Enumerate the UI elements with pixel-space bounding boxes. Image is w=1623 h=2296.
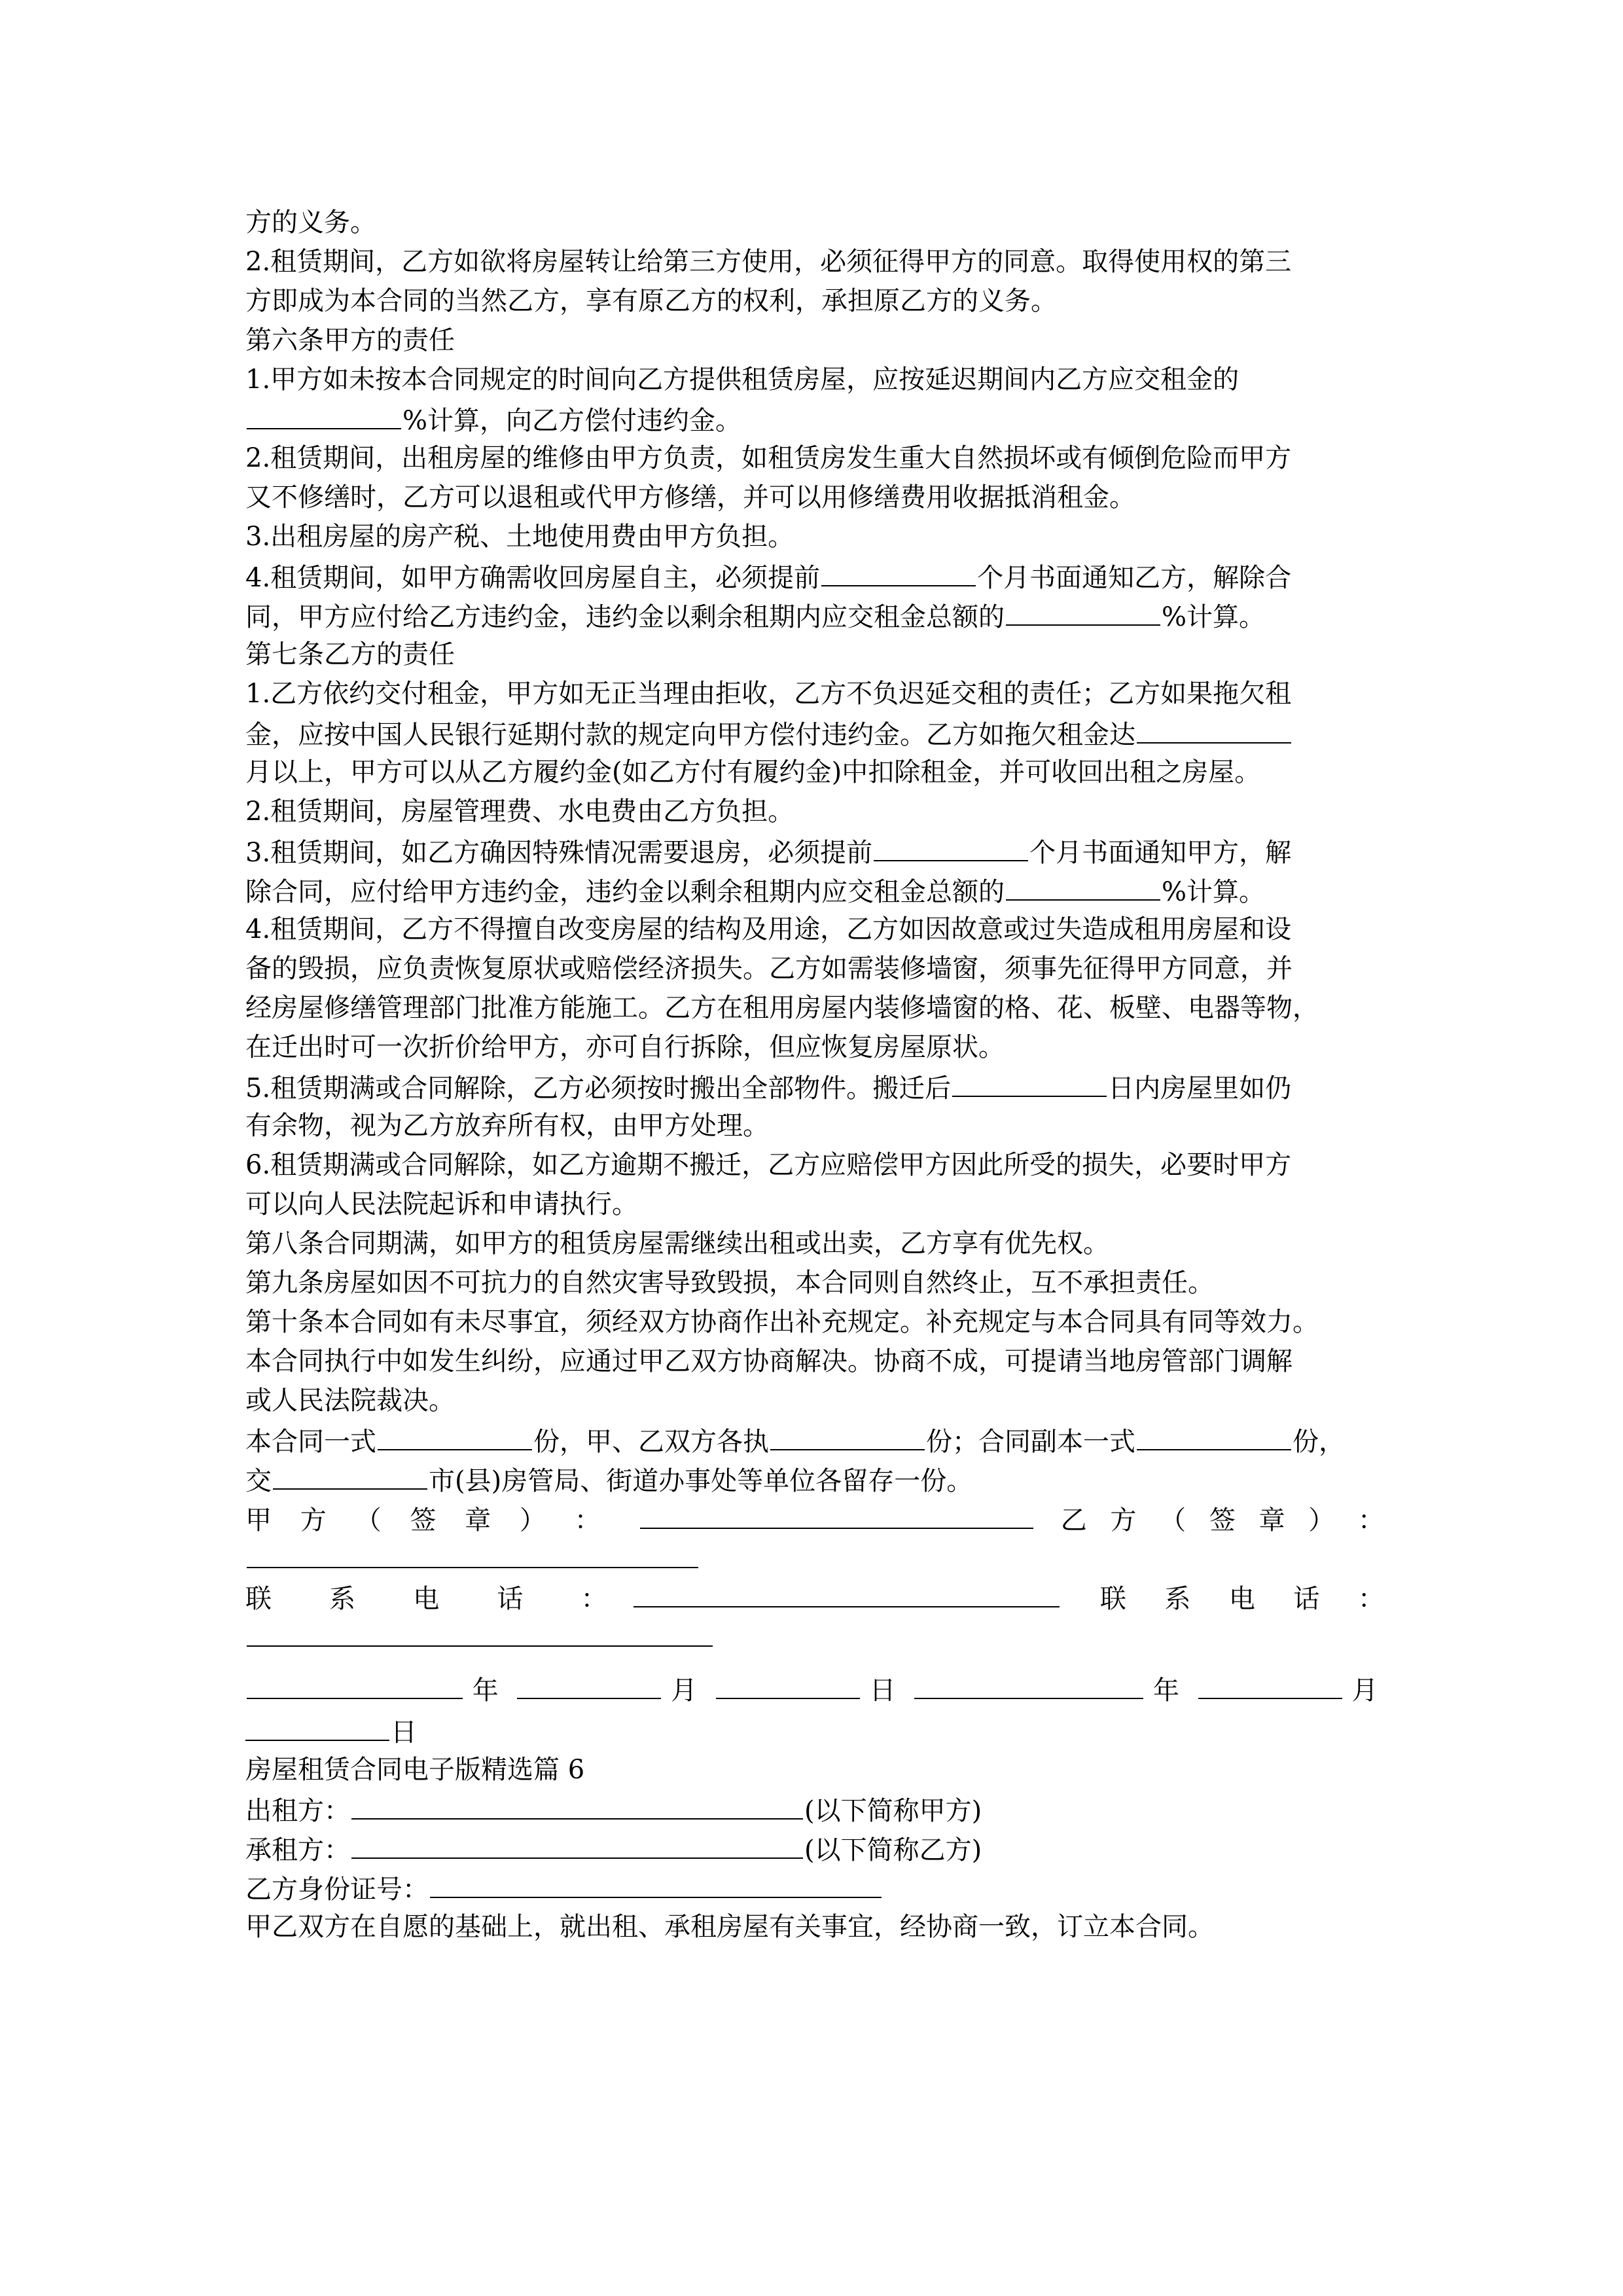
text-line: 第十条本合同如有未尽事宜，须经双方协商作出补充规定。补充规定与本合同具有同等效力。 (245, 1307, 1319, 1337)
text-fragment: 日内房屋里如仍 (1108, 1073, 1292, 1103)
text-line: 方的义务。 (245, 207, 376, 238)
label-char: 话 (1293, 1584, 1320, 1614)
text-fragment: %计算，向乙方偿付违约金。 (402, 406, 742, 436)
text-line (245, 1067, 1384, 1106)
label-char: 章 (1258, 1505, 1285, 1535)
label-char: 联 (245, 1584, 272, 1614)
party-b-day-field[interactable] (245, 1711, 389, 1741)
text-line: 本合同执行中如发生纠纷，应通过甲乙双方协商解决。协商不成，可提请当地房管部门调解 (245, 1346, 1293, 1376)
year-label: 年 (472, 1676, 499, 1706)
label-char: ） (1308, 1505, 1335, 1535)
party-b-signature-field[interactable] (247, 1538, 698, 1568)
fill-blank-arrears-months[interactable] (1137, 713, 1291, 744)
text-fragment: 4.租赁期间，如甲方确需收回房屋自主，必须提前 (245, 563, 821, 593)
party-b-year-field[interactable] (914, 1669, 1143, 1699)
text-line: 2.租赁期间，房屋管理费、水电费由乙方负担。 (245, 797, 794, 827)
text-line: 经房屋修缮管理部门批准方能施工。乙方在租用房屋内装修墙窗的格、花、板壁、电器等物， (245, 993, 1319, 1023)
label-char: 方 (1110, 1505, 1137, 1535)
text-fragment: 除合同，应付给甲方违约金，违约金以剩余租期内应交租金总额的 (245, 877, 1005, 907)
party-a-phone-field[interactable] (633, 1577, 1060, 1607)
fill-blank-penalty-percent[interactable] (247, 399, 401, 429)
lessee-suffix: (以下简称乙方) (804, 1835, 982, 1865)
spacer (245, 1617, 1384, 1656)
label-char: ： (580, 1584, 607, 1614)
label-char: 系 (1164, 1584, 1191, 1614)
label-char: ： (1357, 1584, 1384, 1614)
text-line: 4.租赁期间，乙方不得擅自改变房屋的结构及用途，乙方如因故意或过失造成租用房屋和设 (245, 914, 1292, 944)
party-a-phone-label (245, 1579, 607, 1619)
text-line: 第九条房屋如因不可抗力的自然灾害导致毁损，本合同则自然终止，互不承担责任。 (245, 1268, 1214, 1298)
text-fragment: 5.租赁期满或合同解除，乙方必须按时搬出全部物件。搬迁后 (245, 1073, 952, 1103)
label-char: 联 (1099, 1584, 1126, 1614)
id-number-field[interactable] (430, 1868, 882, 1898)
text-line (245, 556, 1384, 596)
text-line: 备的毁损，应负责恢复原状或赔偿经济损失。乙方如需装修墙窗，须事先征得甲方同意，并 (245, 954, 1293, 984)
fill-blank-penalty-percent[interactable] (1006, 870, 1160, 901)
lessor-row (245, 1789, 1384, 1829)
label-char: 电 (413, 1584, 440, 1614)
text-line: 甲乙双方在自愿的基础上，就出租、承租房屋有关事宜，经协商一致，订立本合同。 (245, 1912, 1214, 1942)
text-fragment: 个月书面通知甲方，解 (1029, 838, 1292, 868)
text-line: 可以向人民法院起诉和申请执行。 (245, 1189, 638, 1219)
text-fragment: %计算。 (1162, 877, 1266, 907)
text-line: 方即成为本合同的当然乙方，享有原乙方的权利，承担原乙方的义务。 (245, 286, 1057, 316)
party-b-phone-label (1100, 1579, 1384, 1619)
text-line: 6.租赁期满或合同解除，如乙方逾期不搬迁，乙方应赔偿甲方因此所受的损失，必要时甲方 (245, 1150, 1292, 1180)
fill-blank-duplicate-copies[interactable] (1137, 1420, 1291, 1450)
text-fragment: 个月书面通知乙方，解除合 (977, 563, 1292, 593)
text-line: 第八条合同期满，如甲方的租赁房屋需继续出租或出卖，乙方享有优先权。 (245, 1229, 1109, 1259)
label-char: ） (519, 1505, 546, 1535)
party-a-month-field[interactable] (517, 1669, 661, 1699)
text-line: 或人民法院裁决。 (245, 1386, 455, 1416)
text-fragment: 交 (245, 1466, 272, 1496)
party-a-day-field[interactable] (716, 1669, 860, 1699)
party-b-month-field[interactable] (1198, 1669, 1342, 1699)
fill-blank-city[interactable] (273, 1460, 427, 1490)
party-a-signature-field[interactable] (640, 1499, 1033, 1529)
day-label: 日 (869, 1676, 896, 1706)
text-line: 1.乙方依约交付租金，甲方如无正当理由拒收，乙方不负迟延交租的责任；乙方如果拖欠租 (245, 679, 1292, 709)
text-fragment: 份， (1293, 1427, 1345, 1457)
article-heading: 第七条乙方的责任 (245, 639, 455, 670)
label-char: 话 (497, 1584, 524, 1614)
text-line (245, 399, 1384, 439)
text-fragment: 份，甲、乙双方各执 (533, 1427, 769, 1457)
lessor-label: 出租方： (245, 1796, 350, 1826)
spacer (245, 1538, 1384, 1577)
text-line (245, 831, 1384, 870)
lessor-suffix: (以下简称甲方) (804, 1796, 982, 1826)
text-line (245, 596, 1384, 635)
contract-page (245, 203, 1384, 1946)
fill-blank-copies[interactable] (378, 1420, 532, 1450)
text-line (245, 713, 1384, 753)
text-line (245, 1420, 1384, 1460)
fill-blank-days[interactable] (952, 1067, 1107, 1097)
text-line: 又不修缮时，乙方可以退租或代甲方修缮，并可以用修缮费用收据抵消租金。 (245, 482, 1135, 512)
label-char: （ (355, 1505, 382, 1535)
text-fragment: %计算。 (1162, 602, 1266, 632)
text-fragment: 市(县)房管局、街道办事处等单位各留存一份。 (429, 1466, 973, 1496)
party-a-signature-label (245, 1501, 601, 1540)
id-row (245, 1868, 1384, 1907)
label-char: 签 (1209, 1505, 1236, 1535)
signature-row (245, 1499, 1384, 1538)
text-fragment: 本合同一式 (245, 1427, 376, 1457)
text-line: 月以上，甲方可以从乙方履约金(如乙方付有履约金)中扣除租金，并可收回出租之房屋。 (245, 757, 1261, 787)
label-char: ： (1358, 1505, 1384, 1535)
text-fragment: 金，应按中国人民银行延期付款的规定向甲方偿付违约金。乙方如拖欠租金达 (245, 720, 1135, 750)
text-line: 有余物，视为乙方放弃所有权，由甲方处理。 (245, 1111, 769, 1141)
text-line: 在迁出时可一次折价给甲方，亦可自行拆除，但应恢复房屋原状。 (245, 1032, 1005, 1062)
text-line: 2.租赁期间，出租房屋的维修由甲方负责，如租赁房发生重大自然损坏或有倾倒危险而甲方 (245, 443, 1292, 473)
section-title: 房屋租赁合同电子版精选篇 6 (245, 1755, 585, 1785)
text-line: 1.甲方如未按本合同规定的时间向乙方提供租赁房屋，应按延迟期间内乙方应交租金的 (245, 365, 1240, 395)
fill-blank-copies-each[interactable] (770, 1420, 925, 1450)
date-row-continued (245, 1711, 1384, 1750)
text-line: 2.租赁期间，乙方如欲将房屋转让给第三方使用，必须征得甲方的同意。取得使用权的第三 (245, 247, 1292, 277)
label-char: 系 (329, 1584, 356, 1614)
text-line (245, 870, 1384, 910)
label-char: 方 (300, 1505, 327, 1535)
month-label: 月 (1351, 1676, 1378, 1706)
party-b-phone-field[interactable] (247, 1617, 713, 1647)
fill-blank-notice-months[interactable] (874, 831, 1028, 861)
party-b-signature-label (1061, 1501, 1384, 1540)
party-a-year-field[interactable] (247, 1669, 463, 1699)
text-fragment: 同，甲方应付给乙方违约金，违约金以剩余租期内应交租金总额的 (245, 602, 1005, 632)
label-char: 签 (410, 1505, 437, 1535)
fill-blank-notice-months[interactable] (821, 556, 976, 586)
month-label: 月 (671, 1676, 698, 1706)
lessor-field[interactable] (351, 1789, 803, 1820)
text-line (245, 1460, 1384, 1499)
lessee-label: 承租方： (245, 1835, 350, 1865)
article-heading: 第六条甲方的责任 (245, 325, 455, 355)
label-char: 电 (1228, 1584, 1255, 1614)
lessee-row (245, 1829, 1384, 1868)
date-row (245, 1669, 1384, 1708)
text-fragment: 份；合同副本一式 (926, 1427, 1135, 1457)
label-char: ： (574, 1505, 601, 1535)
label-char: （ (1160, 1505, 1186, 1535)
lessee-field[interactable] (351, 1829, 803, 1859)
phone-row (245, 1577, 1384, 1617)
text-line: 3.出租房屋的房产税、土地使用费由甲方负担。 (245, 522, 794, 552)
text-fragment: 3.租赁期间，如乙方确因特殊情况需要退房，必须提前 (245, 838, 873, 868)
fill-blank-penalty-percent[interactable] (1006, 596, 1160, 626)
year-label: 年 (1153, 1676, 1180, 1706)
label-char: 章 (465, 1505, 491, 1535)
label-char: 甲 (245, 1505, 272, 1535)
day-label: 日 (391, 1717, 417, 1748)
id-label: 乙方身份证号： (245, 1874, 429, 1905)
label-char: 乙 (1060, 1505, 1087, 1535)
